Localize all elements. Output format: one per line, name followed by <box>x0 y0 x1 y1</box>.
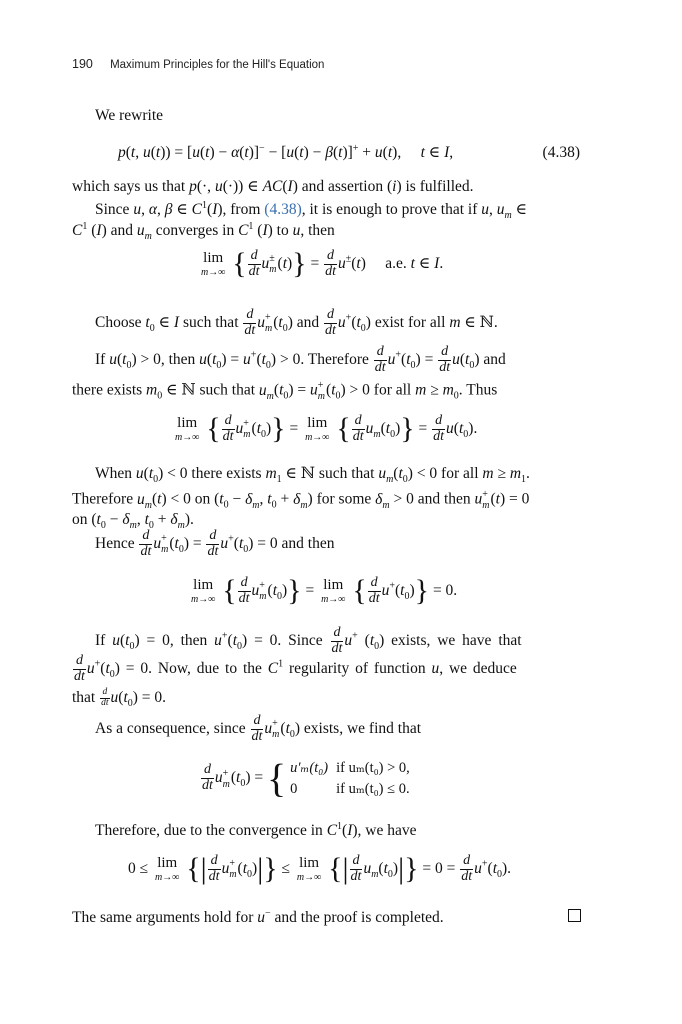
paragraph-therefore: Therefore, due to the convergence in $C^1(I)$, we have <box>95 820 417 839</box>
paragraph-hence: Hence $\frac{d}{dt}$ u + m $(t_0)$ = $\frac{d}{dt}$ $u^+(t_0) = 0$ and then <box>95 528 335 559</box>
paragraph-when-negative-3: on ($t_0 - \delta_m$, $t_0 + \delta_m$). <box>72 511 194 532</box>
page-number: 190 <box>72 57 93 71</box>
paragraph-choose: Choose $t_0$ ∈ I such that $\frac{d}{dt}$ u + m $(t_0)$ and $\frac{d}{dt}$ $u^+(t_0)$ exist for all m ∈ ℕ. <box>95 307 498 338</box>
paragraph-same-arguments: The same arguments hold for u− and the proof is completed. <box>72 907 444 926</box>
paragraph-which-says: which says us that p(·, u(·)) ∈ AC(I) and assertion (i) is fulfilled. <box>72 178 474 195</box>
paragraph-if-zero-3: that $\frac{d}{dt}$ $u(t_0) = 0$. <box>72 687 167 710</box>
paragraph-when-negative-1: When $u(t_0) < 0$ there exists $m_1$ ∈ ℕ such that $u_m(t_0) < 0$ for all $m \ge m_1$. <box>95 465 530 486</box>
equation-cases: $\frac{d}{dt}$ u + m $(t_0)$ = { u′ₘ(t₀) if uₘ(t₀) > 0, 0 if uₘ(t₀) ≤ 0. <box>200 758 418 799</box>
case-2-value: 0 <box>290 780 298 797</box>
equation-4-38: p(t, u(t)) = [u(t) − α(t)]− − [u(t) − β(t)]+ + u(t), t ∈ I, <box>118 142 454 161</box>
case-1-value: u′ₘ(t₀) <box>290 760 329 776</box>
paragraph-since-1: Since u, α, β ∈ $C^1(I)$, from (4.38), it is enough to prove that if u, $u_m$ ∈ <box>95 199 528 222</box>
qed-box-icon <box>568 909 581 922</box>
equation-final: 0 ≤ lim m→∞ {| $\frac{d}{dt}$ u + m $(t_0)|$} ≤ lim m→∞ {| $\frac{d}{dt}$ $u_m(t_0)|\} = 0$ = $\frac{d}{dt}$ $u^+(t_0)$. <box>128 852 512 886</box>
paragraph-since-2: $C^1$ (I) and $u_m$ converges in $C^1$ (I) to u, then <box>72 220 335 243</box>
running-title: Maximum Principles for the Hill's Equation <box>110 59 325 71</box>
paragraph-rewrite: We rewrite <box>95 107 164 124</box>
running-header <box>72 57 324 71</box>
case-1-condition: if uₘ(t₀) > 0, <box>336 760 410 776</box>
paragraph-if-zero-2: $\frac{d}{dt}$ $u^+(t_0) = 0$. Now, due to the $C^1$ regularity of function u, we deduce <box>74 653 517 684</box>
equation-limit-2: lim m→∞ { $\frac{d}{dt}$ u + m $(t_0)$} = lim m→∞ { $\frac{d}{dt}$ $u_m(t_0)$} = $\frac{d}{dt}$ $u(t_0)$. <box>175 412 478 446</box>
paragraph-when-negative-2: Therefore $u_m(t) < 0$ on ($t_0 - \delta_m$, $t_0 + \delta_m$) for some $\delta_m > 0$ and then u + m (t) = 0 <box>72 489 530 511</box>
paragraph-if-zero-1: If $u(t_0) = 0$, then $u^+(t_0) = 0$. Since $\frac{d}{dt}$ u+ $(t_0)$ exists, we have that <box>95 625 522 656</box>
paragraph-consequence: As a consequence, since $\frac{d}{dt}$ u + m $(t_0)$ exists, we find that <box>95 713 422 744</box>
paragraph-if-positive-2: there exists $m_0$ ∈ ℕ such that $u_m(t_0) = u$ + m $(t_0) > 0$ for all $m \ge m_0$. Thus <box>72 380 498 402</box>
equation-limit-3: lim m→∞ { $\frac{d}{dt}$ u + m $(t_0)$} = lim m→∞ { $\frac{d}{dt}$ $u^+(t_0)\} = 0$. <box>191 574 458 608</box>
equation-limit-1: lim m→∞ { $\frac{d}{dt}$ u ± m (t)} = $\frac{d}{dt}$ u±(t) a.e. t ∈ I. <box>201 247 444 281</box>
equation-number: (4.38) <box>542 144 580 161</box>
case-2-condition: if uₘ(t₀) ≤ 0. <box>336 780 410 797</box>
equation-reference-link[interactable]: (4.38) <box>264 201 302 218</box>
paragraph-if-positive-1: If $u(t_0) > 0$, then $u(t_0) = u^+(t_0) > 0$. Therefore $\frac{d}{dt}$ $u^+(t_0)$ = $\frac{d}{dt}$ $u(t_0)$ and <box>95 344 506 375</box>
